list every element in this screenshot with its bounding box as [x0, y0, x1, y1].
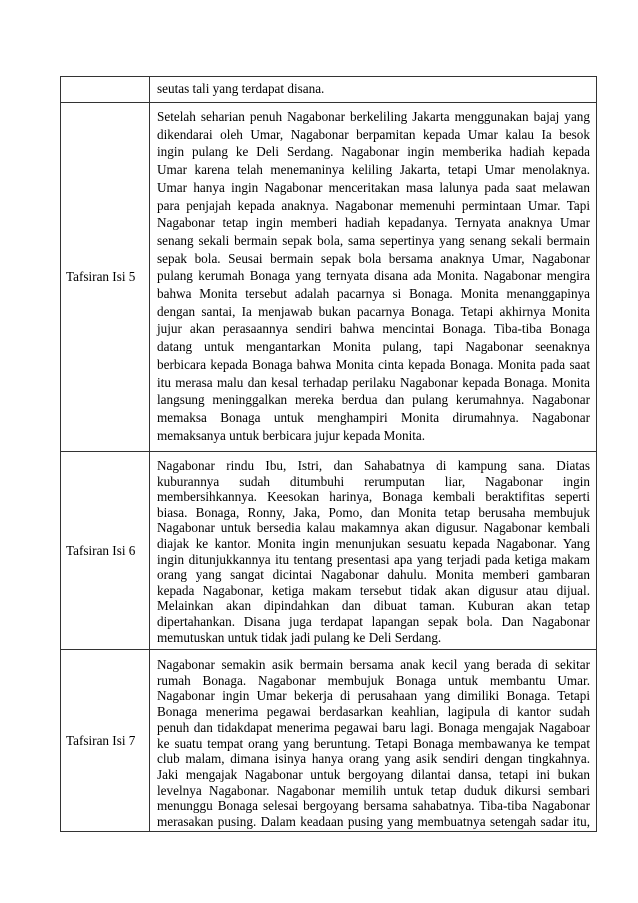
- text-line: pulang kerumah Bonaga yang ternyata disana ada Monita. Nagabonar mengira: [157, 268, 590, 284]
- text-line: berbicara kepada Bonaga bahwa Monita cinta kepada Bonaga. Monita pada saat: [157, 356, 590, 372]
- text-line: dengan santai, Ia menjawab bukan pacarnya Bonaga. Tetapi akhirnya Monita: [157, 303, 590, 319]
- text-line: orang yang sangat dicintai Nagabonar dahulu. Monita memberi gambaran: [157, 567, 590, 583]
- text-line: membersihkannya. Keesokan harinya, Bonaga kembali beraktifitas seperti: [157, 489, 590, 505]
- text-line: dikendarai oleh Umar, Nagabonar berpamitan kepada Umar kalau Ia besok: [157, 126, 590, 142]
- table-row: [61, 103, 597, 452]
- table-row: [61, 77, 597, 103]
- text-line: jujur akan perasaannya sendiri bahwa mencintai Bonaga. Tiba-tiba Bonaga: [157, 321, 590, 337]
- table-row: [61, 650, 597, 832]
- text-line: Nagabonar untuk bersedia kalau makamnya akan digusur. Nagabonar kembali: [157, 520, 590, 536]
- text-line: kepada Nagabonar, ketiga makam tersebut tidak akan digusur atau dijual.: [157, 582, 590, 598]
- text-line: biasa. Bonaga, Ronny, Jaka, Pomo, dan Monita tetap berusaha membujuk: [157, 504, 590, 520]
- table-row: [61, 452, 597, 650]
- text-line: bahwa Monita tersebut adalah pacarnya si Bonaga. Monita menanggapinya: [157, 286, 590, 302]
- text-line: datang untuk mengantarkan Monita pulang, tapi Nagabonar seenaknya: [157, 339, 590, 355]
- text-line: memaksanya untuk berbicara jujur kepada Monita.: [157, 427, 426, 443]
- interpretation-table: [60, 76, 597, 832]
- text-line: Bonaga menerima pegawai berdasarkan keahlian, lagipula di kantor sudah: [157, 704, 590, 720]
- text-line: Nagabonar tetap ingin memberi hadiah kepadanya. Ternyata anaknya Umar: [157, 215, 590, 231]
- text-line: memutuskan untuk tidak jadi pulang ke Deli Serdang.: [157, 629, 442, 645]
- text-line: Nagabonar semakin asik bermain bersama anak kecil yang berada di sekitar: [157, 657, 590, 672]
- text-line: levelnya Nagabonar. Nagabonar memilih untuk tetap duduk dikursi sembari: [157, 782, 590, 798]
- text-line: dipertahankan. Disana juga terdapat lapangan sepak bola. Dan Nagabonar: [157, 613, 590, 629]
- text-line: penuh dan tidakdapat menerima pegawai baru lagi. Bonaga mengajak Nagaboar: [157, 719, 590, 735]
- row-text-cell: [150, 103, 597, 451]
- text-line: Umar hanya ingin Nagabonar menceritakan masa lalunya pada saat melawan: [157, 179, 590, 195]
- text-line: para penjajah kepada anaknya. Nagabonar memenuhi permintaan Umar. Tapi: [157, 197, 590, 213]
- text-line: Umar karena telah menemaninya keliling Jakarta, tetapi Umar menolaknya.: [157, 162, 590, 178]
- text-line: diajak ke kantor. Monita ingin menunjukan sesuatu kepada Nagabonar. Yang: [157, 535, 590, 551]
- text-line: Nagabonar ingin Umar bekerja di perusahaan yang dimiliki Bonaga. Tetapi: [157, 688, 590, 704]
- text-line: itu merasa malu dan kesal terhadap perilaku Nagabonar kepada Bonaga. Monita: [157, 374, 590, 390]
- text-line: senang sekali bermain sepak bola, sama sepertinya yang senang sekali bermain: [157, 232, 590, 248]
- text-line: seutas tali yang terdapat disana.: [157, 81, 325, 96]
- text-line: ingin ditunjukkannya itu tentang presentasi apa yang terjadi pada ketiga makam: [157, 551, 590, 567]
- text-line: sepak bola. Seusai bermain sepak bola bersama anaknya Umar, Nagabonar: [157, 250, 590, 266]
- row-text-cell: [150, 452, 597, 649]
- text-line: menunggu Bonaga selesai bergoyang bersama sahabatnya. Tiba-tiba Nagabonar: [157, 798, 590, 814]
- text-line: Nagabonar rindu Ibu, Istri, dan Sahabatnya di kampung sana. Diatas: [157, 458, 590, 473]
- text-line: Setelah seharian penuh Nagabonar berkeliling Jakarta menggunakan bajaj yang: [157, 109, 590, 124]
- row-text-cell: [150, 77, 597, 102]
- text-line: ke suatu tempat orang yang beruntung. Tetapi Bonaga membawanya ke tempat: [157, 735, 590, 751]
- text-line: kuburannya sudah ditumbuhi rerumputan liar, Nagabonar ingin: [157, 473, 590, 489]
- text-line: langsung meninggalkan mereka berdua dan pulang kerumahnya. Nagabonar: [157, 392, 590, 408]
- row-label: Tafsiran Isi 5: [61, 103, 150, 451]
- text-line: Melainkan akan dipindahkan dan dibuat taman. Kuburan akan tetap: [157, 598, 590, 614]
- text-line: memaksa Bonaga untuk menghampiri Monita dirumahnya. Nagabonar: [157, 409, 590, 425]
- row-label: Tafsiran Isi 7: [61, 650, 150, 831]
- text-line: ingin pulang ke Deli Serdang. Nagabonar ingin memberika hadiah kepada: [157, 144, 590, 160]
- text-line: merasakan pusing. Dalam keadaan pusing yang membuatnya setengah sadar itu,: [157, 814, 590, 830]
- row-label: Tafsiran Isi 6: [61, 452, 150, 649]
- row-text-cell: [150, 650, 597, 831]
- text-line: club malam, dimana isinya hanya orang yang asik sendiri dengan tingkahnya.: [157, 751, 590, 767]
- text-line: Jaki mengajak Nagabonar untuk bergoyang dilantai dansa, tetapi ini bukan: [157, 766, 590, 782]
- row-label-empty: [61, 77, 150, 102]
- text-line: rumah Bonaga. Nagabonar membujuk Bonaga untuk membantu Umar.: [157, 672, 590, 688]
